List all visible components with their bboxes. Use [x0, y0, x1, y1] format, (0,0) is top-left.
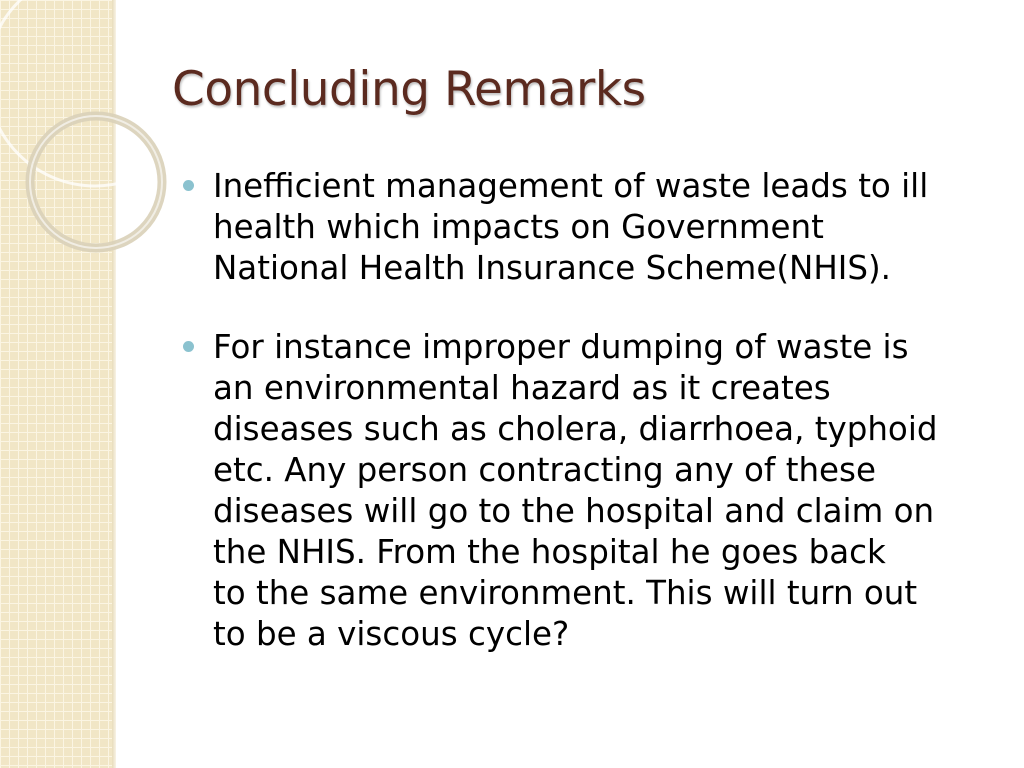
bullet-line: Inefficient management of waste leads to ill [213, 167, 929, 205]
bullet-line: For instance improper dumping of waste is [213, 328, 909, 366]
bullet-line: diseases such as cholera, diarrhoea, typhoid [213, 410, 938, 448]
bullet-item [183, 166, 983, 289]
bullet-dot-icon [183, 341, 194, 352]
slide-title: Concluding Remarks [172, 62, 646, 117]
bullet-line: National Health Insurance Scheme(NHIS). [213, 249, 891, 287]
bullet-dot-icon [183, 180, 194, 191]
bullet-line: to be a viscous cycle? [213, 615, 570, 653]
bullet-line: health which impacts on Government [213, 208, 824, 246]
bullet-line: etc. Any person contracting any of these [213, 451, 876, 489]
bullet-line: to the same environment. This will turn out [213, 574, 918, 612]
bullet-line: the NHIS. From the hospital he goes back [213, 533, 886, 571]
bullet-item [183, 327, 983, 655]
bullet-line: an environmental hazard as it creates [213, 369, 831, 407]
bullet-list [183, 166, 983, 693]
decorative-circles [0, 0, 200, 260]
decorative-circle-small-highlight [30, 116, 162, 248]
bullet-line: diseases will go to the hospital and claim on [213, 492, 935, 530]
